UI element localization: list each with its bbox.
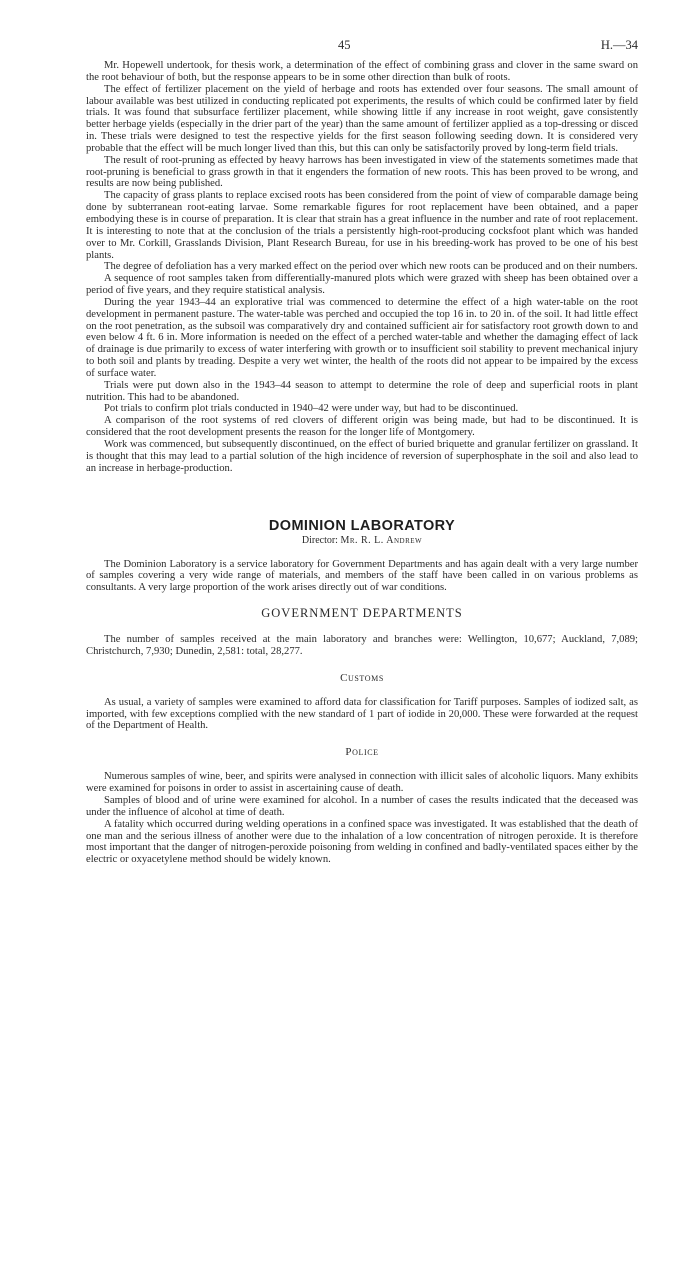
director-label: Director: — [301, 534, 338, 546]
intro-paragraph: The Dominion Laboratory is a service laboratory for Government Departments and has again dealt with a very large number of samples covering a very wide range of materials, and members of the staff have been called in on various problems as consultants. A very large proportion of the work arises directly out of war conditions. — [86, 558, 638, 594]
paragraph: The effect of fertilizer placement on the yield of herbage and roots has extended over four seasons. The small amount of labour available was best utilized in conducting replicated pot experiments, the results of which could be confirmed later by field trials. It was found that subsurface fertilizer placement, while showing little if any increase in root weight, gave consistently better herbage yields (especially in the drier part of the year) than the same amount of fertilizer applied as a top-dressing or disced in. These trials were designed to test the respective yields for the first season following seeding down. It is considered very probable that the effect will be much longer lived than this, but this can only be satisfactorily proved by long-term field trials. — [86, 83, 638, 154]
document-code: H.—34 — [600, 38, 638, 52]
director-name: Mr. R. L. Andrew — [340, 534, 423, 546]
paragraph: A comparison of the root systems of red clovers of different origin was being made, but had to be discontinued. It is considered that the root development presents the reason for the longer life of Montgomery. — [86, 415, 638, 439]
director-line — [86, 535, 638, 546]
paragraph: The result of root-pruning as effected by heavy harrows has been investigated in view of the statements sometimes made that root-pruning is beneficial to grass growth in that it engenders the formation of new roots. This has been proved to be wrong, and results are now being published. — [86, 154, 638, 190]
paragraph: During the year 1943–44 an explorative trial was commenced to determine the effect of a high water-table on the root development in permanent pasture. The water-table was perched and occupied the top 16 in. to 20 in. of the soil. It had little effect on the root penetration, as the subsoil was comparatively dry and contained sufficient air for satisfactory root growth down to and even below 4 ft. 6 in. More information is needed on the effect of a perched water-table and whether the damaging effect of lack of drainage is due primarily to excess of water interfering with growth or to insufficient soil stability to prevent mechanical injury to both soil and plants by treading. Despite a very wet winter, the health of the roots did not appear to be impaired by the excess of surface water. — [86, 296, 638, 379]
paragraph: Mr. Hopewell undertook, for thesis work, a determination of the effect of combining grass and clover in the same sward on the root behaviour of both, but the response appears to be in some other direction than bulk of roots. — [86, 60, 638, 83]
paragraph: The number of samples received at the main laboratory and branches were: Wellington, 10,677; Auckland, 7,089; Christchurch, 7,930; Dunedin, 2,581: total, 28,277. — [86, 634, 638, 657]
paragraph: Work was commenced, but subsequently discontinued, on the effect of buried briquette and granular fertilizer on grassland. It is thought that this may lead to a partial solution of the high incidence of reversion of superphosphate in the soil and also lead to an increase in herbage-production. — [86, 439, 638, 474]
root-research-section — [86, 60, 638, 475]
customs-heading: Customs — [340, 671, 384, 684]
document-page — [86, 38, 638, 866]
paragraph: Pot trials to confirm plot trials conducted in 1940–42 were under way, but had to be discontinued. — [104, 403, 519, 415]
paragraph: Samples of blood and of urine were examined for alcohol. In a number of cases the results indicated that the deceased was under the influence of alcohol at time of death. — [86, 794, 638, 818]
paragraph: As usual, a variety of samples were examined to afford data for classification for Tariff purposes. Samples of iodized salt, as imported, with few exceptions complied with the new standard of 1 part of iodide in 20,000. These were forwarded at the request of the Department of Health. — [86, 696, 638, 732]
subsection-title: GOVERNMENT DEPARTMENTS — [261, 606, 463, 621]
paragraph: The degree of defoliation has a very marked effect on the period over which new roots can be produced and on their numbers. — [104, 261, 638, 273]
police-heading: Police — [345, 746, 379, 759]
paragraph: The capacity of grass plants to replace excised roots has been considered from the point of view of comparable damage being done by subterranean root-eating larvae. Some remarkable figures for root replacement have been obtained, and a paper embodying these is in course of preparation. It is clear that strain has a great influence in the number and rate of root replacement. It is interesting to note that at the conclusion of the trials a persistently high-root-producing cocksfoot plant which was handed over to Mr. Corkill, Grasslands Division, Plant Research Bureau, for use in his breeding-work has proved to be one of his best plants. — [86, 190, 638, 261]
page-header — [86, 38, 638, 60]
paragraph: Numerous samples of wine, beer, and spirits were analysed in connection with illicit sales of alcoholic liquors. Many exhibits were examined for poisons in order to assist in ascertaining cause of death. — [86, 771, 638, 795]
page-number: 45 — [338, 38, 351, 52]
section-title: DOMINION LABORATORY — [268, 517, 456, 534]
paragraph: A fatality which occurred during welding operations in a confined space was investigated. It was established that the death of one man and the serious illness of another were due to the inhalation of a low concentration of nitrogen peroxide. It is therefore most important that the danger of nitrogen-peroxide poisoning from welding in confined and badly-ventilated spaces either by the electric or oxyacetylene method should be widely known. — [86, 818, 638, 866]
paragraph: Trials were put down also in the 1943–44 season to attempt to determine the role of deep and superficial roots in plant nutrition. This had to be abandoned. — [86, 379, 638, 403]
paragraph: A sequence of root samples taken from differentially-manured plots which were grazed with sheep has been obtained over a period of five years, and they require statistical analysis. — [86, 273, 638, 297]
